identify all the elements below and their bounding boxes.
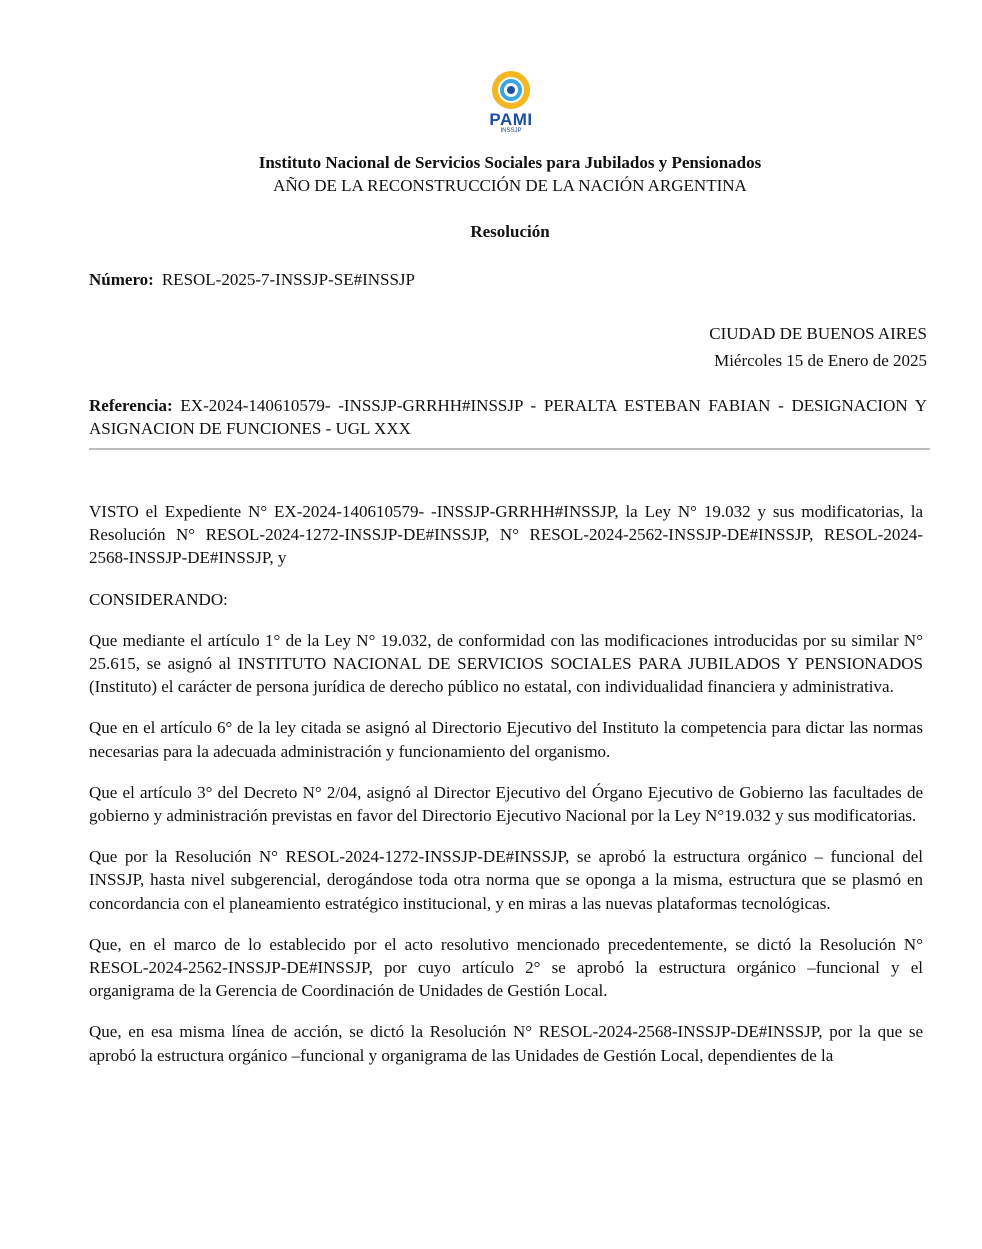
resolution-number	[89, 270, 415, 290]
reference	[89, 394, 927, 440]
paragraph-visto: VISTO el Expediente N° EX-2024-140610579- -INSSJP-GRRHH#INSSJP, la Ley N° 19.032 y sus modificatorias, la Resolución N° RESOL-2024-1272-INSSJP-DE#INSSJP, N° RESOL-2024-2562-INSSJP-DE#INSSJP, RESOL-2024-2568-INSSJP-DE#INSSJP, y	[89, 502, 923, 568]
place-and-date	[709, 320, 927, 374]
paragraph: Que, en el marco de lo establecido por el acto resolutivo mencionado precedentemente, se dictó la Resolución N° RESOL-2024-2562-INSSJP-DE#INSSJP, por cuyo artículo 2° se aprobó la estructura orgánico –funcional y el organigrama de la Gerencia de Coordinación de Unidades de Gestión Local.	[89, 934, 923, 1001]
pami-logo	[484, 70, 540, 140]
paragraph-considerando: CONSIDERANDO:	[89, 589, 228, 609]
logo-text: PAMI	[489, 110, 533, 129]
document-type: Resolución	[470, 222, 550, 241]
separator-rule	[89, 448, 930, 450]
paragraph: Que, en esa misma línea de acción, se dictó la Resolución N° RESOL-2024-2568-INSSJP-DE#INSSJP, por la que se aprobó la estructura orgánico –funcional y organigrama de las Unidades de Gestión Local, dependientes de la	[89, 1022, 923, 1065]
reference-label: Referencia:	[89, 396, 173, 415]
paragraph: Que en el artículo 6° de la ley citada se asignó al Directorio Ejecutivo del Instituto la competencia para dictar las normas necesarias para la adecuada administración y funcionamiento del organismo.	[89, 718, 923, 761]
pami-logo-icon	[484, 70, 538, 114]
reference-value: EX-2024-140610579- -INSSJP-GRRHH#INSSJP - PERALTA ESTEBAN FABIAN - DESIGNACION Y ASIGNACION DE FUNCIONES - UGL XXX	[89, 396, 927, 438]
year-motto: AÑO DE LA RECONSTRUCCIÓN DE LA NACIÓN ARGENTINA	[273, 176, 747, 195]
logo-subtext: INSSJP	[500, 128, 522, 134]
city: CIUDAD DE BUENOS AIRES	[709, 324, 927, 343]
institution-name: Instituto Nacional de Servicios Sociales para Jubilados y Pensionados	[258, 153, 762, 172]
number-value: RESOL-2025-7-INSSJP-SE#INSSJP	[161, 270, 416, 289]
paragraph: Que por la Resolución N° RESOL-2024-1272-INSSJP-DE#INSSJP, se aprobó la estructura orgánico – funcional del INSSJP, hasta nivel subgerencial, derogándose toda otra norma que se oponga a la misma, estructura que se plasmó en concordancia con el planeamiento estratégico institucional, y en miras a las nuevas plataformas tecnológicas.	[89, 847, 923, 913]
document-body	[89, 500, 923, 1085]
paragraph: Que el artículo 3° del Decreto N° 2/04, asignó al Director Ejecutivo del Órgano Ejecutivo de Gobierno las facultades de gobierno y administración previstas en favor del Directorio Ejecutivo Nacional por la Ley N°19.032 y sus modificatorias.	[89, 782, 923, 826]
paragraph: Que mediante el artículo 1° de la Ley N° 19.032, de conformidad con las modificaciones introducidas por su similar N° 25.615, se asignó al INSTITUTO NACIONAL DE SERVICIOS SOCIALES PARA JUBILADOS Y PENSIONADOS (Instituto) el carácter de persona jurídica de derecho público no estatal, con individualidad financiera y administrativa.	[89, 630, 923, 697]
date: Miércoles 15 de Enero de 2025	[714, 351, 927, 370]
number-label: Número:	[89, 270, 154, 289]
